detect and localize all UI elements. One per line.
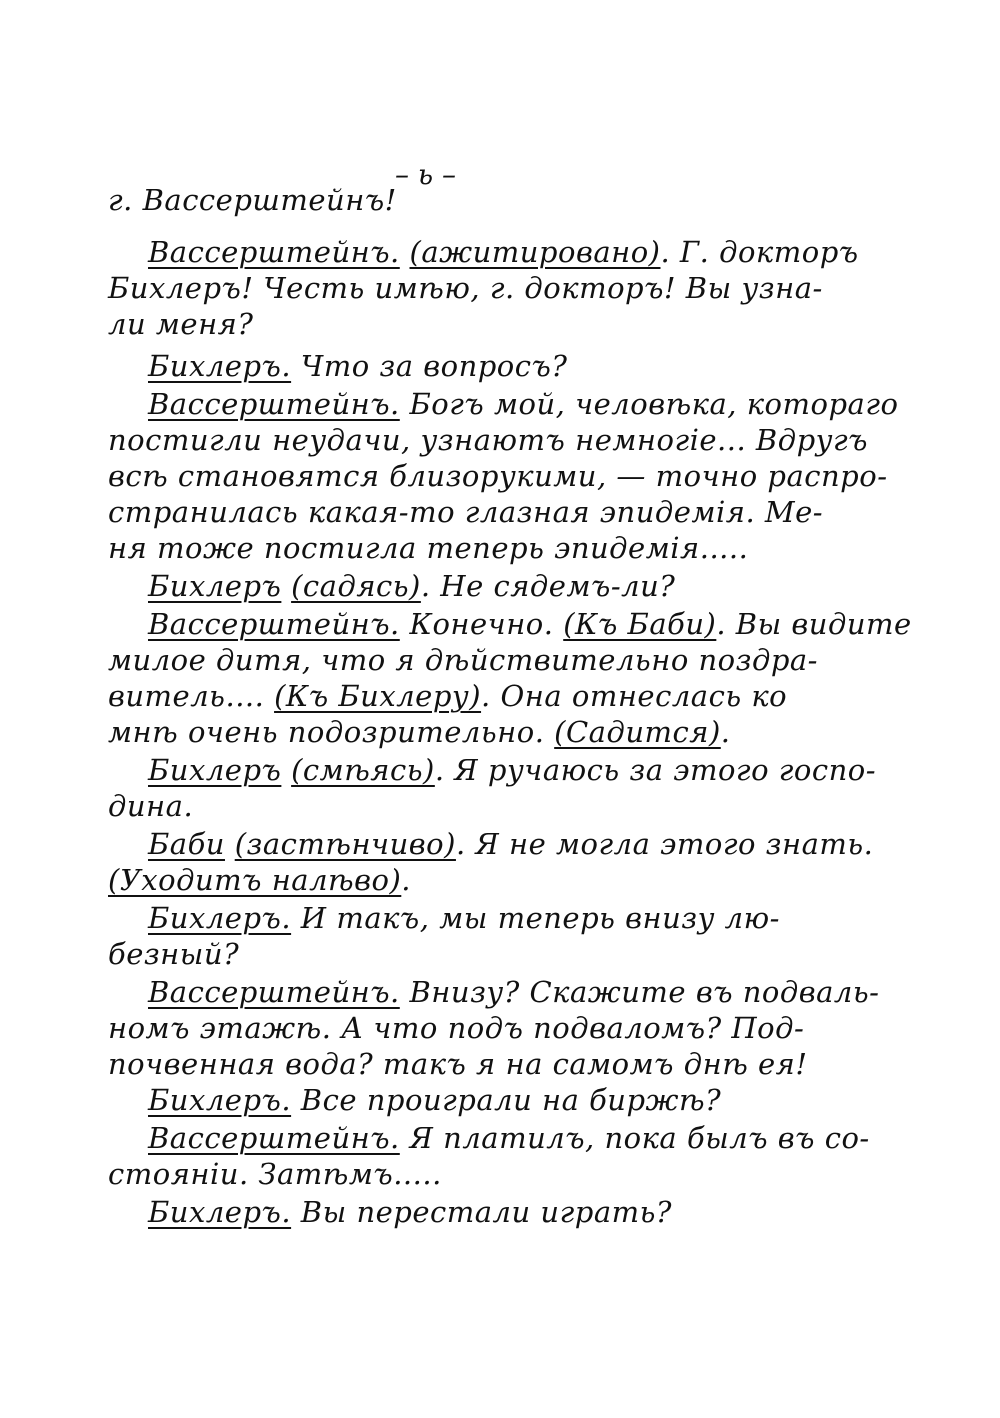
line-text: странилась какая-то глазная эпидемія. Ме- bbox=[108, 495, 824, 529]
stage-direction: (садясь) bbox=[291, 569, 421, 603]
text-line bbox=[148, 348, 567, 384]
text-line bbox=[148, 900, 780, 936]
line-text: почвенная вода? такъ я на самомъ днѣ ея! bbox=[108, 1047, 808, 1081]
text-line bbox=[108, 788, 193, 824]
speaker-name: Бихлеръ. bbox=[148, 901, 292, 935]
speaker-name: Вассерштейнъ. bbox=[148, 975, 400, 1009]
speaker-name: Баби bbox=[148, 827, 225, 861]
text-line bbox=[148, 1082, 721, 1118]
text-line bbox=[108, 182, 397, 218]
line-text: . bbox=[401, 863, 412, 897]
text-line bbox=[108, 714, 731, 750]
text-line bbox=[148, 386, 898, 422]
text-line bbox=[108, 530, 748, 566]
text-line bbox=[108, 1010, 804, 1046]
stage-direction: (Къ Бихлеру) bbox=[274, 679, 482, 713]
text-line bbox=[148, 1194, 672, 1230]
text-line bbox=[148, 752, 876, 788]
line-text: . Я ручаюсь за этого госпо- bbox=[434, 753, 877, 787]
line-text: номъ этажѣ. А что подъ подваломъ? Под- bbox=[108, 1011, 805, 1045]
stage-direction: (Садится) bbox=[554, 715, 721, 749]
line-text: ли меня? bbox=[108, 307, 254, 341]
line-text: Что за вопросъ? bbox=[291, 349, 568, 383]
line-text: И такъ, мы теперь внизу лю- bbox=[291, 901, 780, 935]
line-text: Вы перестали играть? bbox=[291, 1195, 672, 1229]
text-line bbox=[108, 678, 787, 714]
line-text: всѣ становятся близорукими, — точно распро- bbox=[108, 459, 888, 493]
text-line bbox=[108, 936, 239, 972]
text-line bbox=[148, 1120, 870, 1156]
text-line bbox=[148, 606, 912, 642]
speaker-name: Бихлеръ bbox=[148, 569, 282, 603]
line-text bbox=[281, 753, 291, 787]
text-line bbox=[148, 568, 675, 604]
text-line bbox=[108, 1156, 442, 1192]
text-line bbox=[108, 422, 868, 458]
speaker-name: Вассерштейнъ. bbox=[148, 235, 400, 269]
text-line bbox=[148, 826, 873, 862]
speaker-name: Вассерштейнъ. bbox=[148, 1121, 400, 1155]
stage-direction: (Уходитъ налѣво) bbox=[108, 863, 402, 897]
stage-direction: (ажитировано) bbox=[409, 235, 661, 269]
speaker-name: Бихлеръ. bbox=[148, 349, 292, 383]
line-text: . Г. докторъ bbox=[660, 235, 859, 269]
line-text: постигли неудачи, узнаютъ немногіе... Вдругъ bbox=[108, 423, 868, 457]
line-text: ня тоже постигла теперь эпидемія..... bbox=[108, 531, 749, 565]
line-text: Я платилъ, пока былъ въ со- bbox=[399, 1121, 870, 1155]
text-line bbox=[108, 1046, 808, 1082]
page-number: – ь – bbox=[395, 158, 457, 191]
line-text: . Не сядемъ-ли? bbox=[420, 569, 676, 603]
line-text: дина. bbox=[108, 789, 194, 823]
text-line bbox=[108, 494, 823, 530]
line-text: милое дитя, что я дѣйствительно поздра- bbox=[108, 643, 818, 677]
line-text: Богъ мой, человѣка, котораго bbox=[399, 387, 899, 421]
text-line bbox=[108, 306, 253, 342]
text-line bbox=[148, 974, 879, 1010]
line-text: . bbox=[720, 715, 731, 749]
line-text: . Она отнеслась ко bbox=[481, 679, 788, 713]
speaker-name: Бихлеръ bbox=[148, 753, 282, 787]
speaker-name: Бихлеръ. bbox=[148, 1083, 292, 1117]
line-text: Внизу? Скажите въ подваль- bbox=[399, 975, 880, 1009]
line-text: мнѣ очень подозрительно. bbox=[108, 715, 555, 749]
line-text: безный? bbox=[108, 937, 240, 971]
line-text: . Вы видите bbox=[716, 607, 912, 641]
text-line bbox=[108, 458, 888, 494]
line-text: г. Вассерштейнъ! bbox=[108, 183, 397, 217]
speaker-name: Бихлеръ. bbox=[148, 1195, 292, 1229]
line-text: . Я не могла этого знать. bbox=[455, 827, 874, 861]
line-text bbox=[281, 569, 291, 603]
stage-direction: (Къ Баби) bbox=[563, 607, 717, 641]
stage-direction: (застѣнчиво) bbox=[234, 827, 456, 861]
line-text: стояніи. Затѣмъ..... bbox=[108, 1157, 442, 1191]
speaker-name: Вассерштейнъ. bbox=[148, 387, 400, 421]
text-line bbox=[108, 270, 823, 306]
speaker-name: Вассерштейнъ. bbox=[148, 607, 400, 641]
stage-direction: (смѣясь) bbox=[291, 753, 435, 787]
line-text: витель.... bbox=[108, 679, 275, 713]
line-text: Конечно. bbox=[399, 607, 564, 641]
line-text: Бихлеръ! Честь имѣю, г. докторъ! Вы узна- bbox=[108, 271, 823, 305]
text-line bbox=[148, 234, 859, 270]
text-line bbox=[108, 642, 818, 678]
line-text bbox=[225, 827, 235, 861]
line-text: Все проиграли на биржѣ? bbox=[291, 1083, 722, 1117]
text-line bbox=[108, 862, 411, 898]
